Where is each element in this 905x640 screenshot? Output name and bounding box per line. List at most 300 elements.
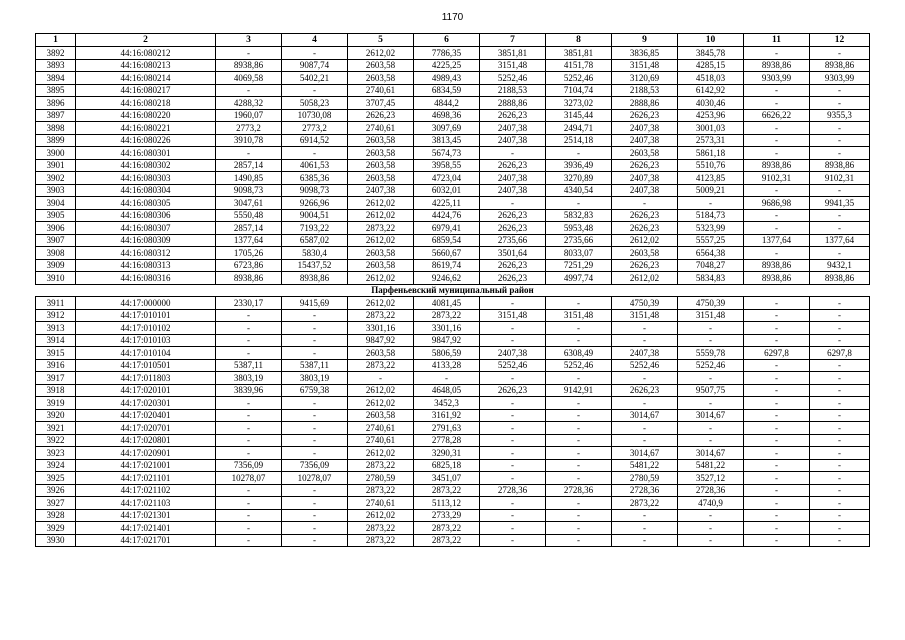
- table-cell: 2733,29: [414, 509, 480, 522]
- column-header: 1: [36, 34, 76, 47]
- table-cell: 3923: [36, 447, 76, 460]
- table-cell: 15437,52: [282, 259, 348, 272]
- table-cell: 2612,02: [348, 397, 414, 410]
- table-cell: 7356,09: [282, 459, 348, 472]
- table-cell: -: [546, 397, 612, 410]
- table-cell: -: [612, 522, 678, 535]
- table-cell: 2330,17: [216, 297, 282, 310]
- table-cell: 3913: [36, 322, 76, 335]
- table-cell: -: [744, 447, 810, 460]
- table-cell: 2728,36: [612, 484, 678, 497]
- table-cell: 44:16:080309: [76, 234, 216, 247]
- table-cell: -: [216, 497, 282, 510]
- column-header: 11: [744, 34, 810, 47]
- table-cell: 6626,22: [744, 109, 810, 122]
- table-cell: -: [546, 409, 612, 422]
- table-cell: 5252,46: [480, 72, 546, 85]
- table-row: [36, 147, 870, 160]
- table-cell: 2873,22: [348, 522, 414, 535]
- table-row: [36, 84, 870, 97]
- table-cell: -: [678, 397, 744, 410]
- table-cell: 6297,8: [744, 347, 810, 360]
- table-cell: 4030,46: [678, 97, 744, 110]
- table-cell: 44:17:020901: [76, 447, 216, 460]
- table-cell: -: [546, 197, 612, 210]
- table-row: [36, 172, 870, 185]
- table-cell: 2873,22: [348, 359, 414, 372]
- table-cell: -: [282, 447, 348, 460]
- table-cell: -: [678, 322, 744, 335]
- table-cell: 2407,38: [612, 172, 678, 185]
- table-cell: -: [744, 222, 810, 235]
- table-cell: 3145,44: [546, 109, 612, 122]
- table-cell: 2780,59: [348, 472, 414, 485]
- table-cell: 7786,35: [414, 47, 480, 60]
- table-cell: 2603,58: [348, 259, 414, 272]
- table-cell: -: [810, 334, 870, 347]
- table-cell: 3918: [36, 384, 76, 397]
- table-cell: 2626,23: [480, 222, 546, 235]
- table-cell: 6723,86: [216, 259, 282, 272]
- table-cell: 5550,48: [216, 209, 282, 222]
- table-cell: -: [810, 409, 870, 422]
- table-cell: 3897: [36, 109, 76, 122]
- table-row: [36, 409, 870, 422]
- table-cell: 5674,73: [414, 147, 480, 160]
- table-cell: 9303,99: [744, 72, 810, 85]
- table-cell: -: [744, 297, 810, 310]
- table-cell: 9102,31: [744, 172, 810, 185]
- table-cell: 3924: [36, 459, 76, 472]
- table-cell: 3527,12: [678, 472, 744, 485]
- table-cell: -: [810, 497, 870, 510]
- table-cell: -: [810, 222, 870, 235]
- table-cell: 2873,22: [414, 522, 480, 535]
- table-cell: -: [810, 122, 870, 135]
- table-cell: 5252,46: [546, 72, 612, 85]
- table-cell: 5559,78: [678, 347, 744, 360]
- table-cell: -: [282, 47, 348, 60]
- table-cell: 7048,27: [678, 259, 744, 272]
- table-cell: 5861,18: [678, 147, 744, 160]
- table-cell: 44:17:010103: [76, 334, 216, 347]
- table-cell: 10278,07: [216, 472, 282, 485]
- table-cell: 3014,67: [678, 447, 744, 460]
- table-cell: 5009,21: [678, 184, 744, 197]
- table-cell: 2873,22: [348, 534, 414, 547]
- table-cell: 8938,86: [810, 159, 870, 172]
- table-cell: -: [810, 84, 870, 97]
- table-cell: -: [744, 47, 810, 60]
- table-cell: -: [546, 472, 612, 485]
- table-cell: 2188,53: [612, 84, 678, 97]
- table-row: [36, 497, 870, 510]
- table-row: [36, 222, 870, 235]
- table-cell: 2773,2: [216, 122, 282, 135]
- table-cell: 44:16:080214: [76, 72, 216, 85]
- page-number: 1170: [441, 12, 464, 23]
- table-cell: 2188,53: [480, 84, 546, 97]
- table-cell: -: [678, 534, 744, 547]
- table-cell: 3920: [36, 409, 76, 422]
- table-cell: 2407,38: [612, 122, 678, 135]
- table-row: [36, 472, 870, 485]
- table-cell: 3290,31: [414, 447, 480, 460]
- table-cell: -: [810, 509, 870, 522]
- table-row: [36, 297, 870, 310]
- table-cell: -: [678, 434, 744, 447]
- table-cell: -: [480, 372, 546, 385]
- table-cell: 2573,31: [678, 134, 744, 147]
- table-cell: -: [810, 322, 870, 335]
- table-cell: -: [744, 534, 810, 547]
- table-cell: 44:16:080303: [76, 172, 216, 185]
- table-row: [36, 384, 870, 397]
- table-cell: 9415,69: [282, 297, 348, 310]
- table-cell: 44:16:080304: [76, 184, 216, 197]
- table-row: [36, 509, 870, 522]
- table-cell: 3909: [36, 259, 76, 272]
- table-cell: -: [282, 397, 348, 410]
- table-cell: -: [810, 47, 870, 60]
- table-row: [36, 322, 870, 335]
- table-cell: 44:16:080301: [76, 147, 216, 160]
- table-cell: 2612,02: [612, 272, 678, 285]
- table-cell: 8619,74: [414, 259, 480, 272]
- table-cell: 2740,61: [348, 497, 414, 510]
- table-cell: -: [480, 147, 546, 160]
- table-cell: 3905: [36, 209, 76, 222]
- table-cell: -: [744, 334, 810, 347]
- table-cell: 44:16:080302: [76, 159, 216, 172]
- table-cell: -: [480, 534, 546, 547]
- table-cell: -: [612, 334, 678, 347]
- table-cell: -: [480, 197, 546, 210]
- table-cell: -: [810, 359, 870, 372]
- column-header: 10: [678, 34, 744, 47]
- table-cell: 6759,38: [282, 384, 348, 397]
- table-cell: 3895: [36, 84, 76, 97]
- section-title: Парфеньевский муниципальный район: [36, 284, 870, 297]
- table-cell: 3301,16: [414, 322, 480, 335]
- table-cell: 6587,02: [282, 234, 348, 247]
- table-cell: 3501,64: [480, 247, 546, 260]
- table-cell: -: [744, 84, 810, 97]
- table-row: [36, 47, 870, 60]
- table-cell: 2626,23: [612, 159, 678, 172]
- table-cell: 2603,58: [348, 134, 414, 147]
- table-cell: 4997,74: [546, 272, 612, 285]
- table-cell: 3273,02: [546, 97, 612, 110]
- table-cell: 3911: [36, 297, 76, 310]
- table-cell: 3936,49: [546, 159, 612, 172]
- table-cell: 2612,02: [348, 509, 414, 522]
- table-cell: 6859,54: [414, 234, 480, 247]
- table-cell: 4081,45: [414, 297, 480, 310]
- table-cell: 2612,02: [348, 209, 414, 222]
- table-cell: -: [282, 347, 348, 360]
- table-row: [36, 72, 870, 85]
- table-cell: 2612,02: [348, 272, 414, 285]
- table-row: [36, 272, 870, 285]
- table-row: [36, 434, 870, 447]
- table-cell: 44:17:021001: [76, 459, 216, 472]
- column-header: 3: [216, 34, 282, 47]
- table-cell: 9303,99: [810, 72, 870, 85]
- table-cell: 44:17:020701: [76, 422, 216, 435]
- table-cell: 3451,07: [414, 472, 480, 485]
- table-cell: -: [744, 134, 810, 147]
- table-row: [36, 309, 870, 322]
- table-cell: -: [546, 509, 612, 522]
- table-cell: -: [612, 434, 678, 447]
- table-cell: -: [282, 509, 348, 522]
- table-header-row: [36, 34, 870, 47]
- table-cell: 9686,98: [744, 197, 810, 210]
- table-cell: 4844,2: [414, 97, 480, 110]
- table-cell: 44:16:080307: [76, 222, 216, 235]
- table-cell: 44:16:080305: [76, 197, 216, 210]
- table-cell: 9246,62: [414, 272, 480, 285]
- table-cell: -: [546, 322, 612, 335]
- table-cell: 9142,91: [546, 384, 612, 397]
- table-cell: 3921: [36, 422, 76, 435]
- table-cell: 6297,8: [810, 347, 870, 360]
- table-cell: 44:17:021102: [76, 484, 216, 497]
- table-cell: 44:17:021701: [76, 534, 216, 547]
- table-cell: 2735,66: [546, 234, 612, 247]
- table-cell: 3014,67: [678, 409, 744, 422]
- table-cell: 44:17:011803: [76, 372, 216, 385]
- table-cell: -: [744, 322, 810, 335]
- table-cell: -: [810, 397, 870, 410]
- table-cell: -: [282, 147, 348, 160]
- table-cell: 2626,23: [348, 109, 414, 122]
- table-cell: -: [480, 334, 546, 347]
- table-cell: 5834,83: [678, 272, 744, 285]
- table-row: [36, 197, 870, 210]
- table-cell: 3803,19: [282, 372, 348, 385]
- table-cell: -: [744, 459, 810, 472]
- table-cell: 2612,02: [348, 234, 414, 247]
- table-cell: 3014,67: [612, 447, 678, 460]
- table-cell: 44:16:080212: [76, 47, 216, 60]
- table-cell: -: [744, 409, 810, 422]
- table-cell: -: [282, 309, 348, 322]
- table-cell: 5481,22: [678, 459, 744, 472]
- table-cell: -: [678, 334, 744, 347]
- table-cell: 7104,74: [546, 84, 612, 97]
- table-cell: 2494,71: [546, 122, 612, 135]
- table-cell: 4225,11: [414, 197, 480, 210]
- table-cell: -: [546, 459, 612, 472]
- table-cell: 9098,73: [216, 184, 282, 197]
- table-cell: 2773,2: [282, 122, 348, 135]
- table-cell: -: [216, 409, 282, 422]
- table-cell: -: [810, 134, 870, 147]
- table-cell: 3151,48: [612, 309, 678, 322]
- table-row: [36, 209, 870, 222]
- table-cell: 3925: [36, 472, 76, 485]
- table-cell: -: [216, 47, 282, 60]
- table-cell: 6834,59: [414, 84, 480, 97]
- table-cell: -: [744, 97, 810, 110]
- table-cell: 44:17:021301: [76, 509, 216, 522]
- column-header: 8: [546, 34, 612, 47]
- table-cell: 2514,18: [546, 134, 612, 147]
- table-cell: -: [480, 397, 546, 410]
- table-cell: 44:17:010104: [76, 347, 216, 360]
- table-cell: -: [216, 534, 282, 547]
- table-cell: 2740,61: [348, 122, 414, 135]
- table-cell: 2728,36: [546, 484, 612, 497]
- table-cell: 2407,38: [612, 134, 678, 147]
- table-cell: 4750,39: [678, 297, 744, 310]
- table-row: [36, 459, 870, 472]
- table-cell: 2407,38: [348, 184, 414, 197]
- table-cell: 3707,45: [348, 97, 414, 110]
- table-cell: 2603,58: [348, 172, 414, 185]
- table-cell: 2603,58: [348, 247, 414, 260]
- table-cell: -: [810, 434, 870, 447]
- table-cell: 4648,05: [414, 384, 480, 397]
- table-cell: 3929: [36, 522, 76, 535]
- table-cell: 8938,86: [810, 272, 870, 285]
- table-cell: 2778,28: [414, 434, 480, 447]
- table-cell: 6914,52: [282, 134, 348, 147]
- table-cell: 44:16:080220: [76, 109, 216, 122]
- table-cell: 2603,58: [612, 147, 678, 160]
- table-cell: 5184,73: [678, 209, 744, 222]
- table-cell: 44:16:080213: [76, 59, 216, 72]
- table-row: [36, 59, 870, 72]
- table-cell: 3928: [36, 509, 76, 522]
- table-cell: 3120,69: [612, 72, 678, 85]
- table-cell: -: [282, 534, 348, 547]
- table-cell: -: [480, 422, 546, 435]
- table-cell: 2407,38: [480, 122, 546, 135]
- table-cell: -: [612, 509, 678, 522]
- table-cell: -: [810, 384, 870, 397]
- table-cell: -: [546, 447, 612, 460]
- table-cell: 4069,58: [216, 72, 282, 85]
- table-row: [36, 534, 870, 547]
- table-cell: 2407,38: [480, 347, 546, 360]
- table-cell: 5481,22: [612, 459, 678, 472]
- table-cell: -: [216, 397, 282, 410]
- table-cell: 9507,75: [678, 384, 744, 397]
- table-cell: 8938,86: [744, 259, 810, 272]
- table-row: [36, 184, 870, 197]
- table-cell: -: [216, 347, 282, 360]
- table-cell: 3151,48: [480, 59, 546, 72]
- table-cell: -: [744, 434, 810, 447]
- table-cell: 7356,09: [216, 459, 282, 472]
- table-cell: 3151,48: [678, 309, 744, 322]
- table-cell: -: [216, 522, 282, 535]
- table-cell: 2603,58: [348, 159, 414, 172]
- table-cell: -: [612, 197, 678, 210]
- table-cell: -: [744, 372, 810, 385]
- table-cell: 4340,54: [546, 184, 612, 197]
- column-header: 9: [612, 34, 678, 47]
- table-cell: 6385,36: [282, 172, 348, 185]
- table-cell: 2873,22: [414, 484, 480, 497]
- table-cell: -: [744, 309, 810, 322]
- table-cell: 1377,64: [744, 234, 810, 247]
- table-cell: -: [678, 422, 744, 435]
- table-cell: -: [216, 147, 282, 160]
- table-cell: -: [744, 472, 810, 485]
- table-cell: -: [480, 434, 546, 447]
- table-cell: 3851,81: [546, 47, 612, 60]
- table-cell: 4518,03: [678, 72, 744, 85]
- table-cell: -: [810, 97, 870, 110]
- table-cell: 3452,3: [414, 397, 480, 410]
- column-header: 7: [480, 34, 546, 47]
- table-cell: 4061,53: [282, 159, 348, 172]
- table-cell: -: [282, 84, 348, 97]
- table-cell: -: [282, 497, 348, 510]
- table-cell: 6032,01: [414, 184, 480, 197]
- table-cell: 2626,23: [480, 272, 546, 285]
- table-cell: -: [744, 209, 810, 222]
- table-cell: 2626,23: [612, 209, 678, 222]
- column-header: 5: [348, 34, 414, 47]
- table-cell: -: [612, 322, 678, 335]
- table-cell: 3892: [36, 47, 76, 60]
- table-cell: -: [810, 534, 870, 547]
- table-row: [36, 347, 870, 360]
- table-cell: 2626,23: [480, 384, 546, 397]
- column-header: 2: [76, 34, 216, 47]
- table-row: [36, 247, 870, 260]
- table-cell: 3161,92: [414, 409, 480, 422]
- table-cell: 2626,23: [480, 209, 546, 222]
- table-row: [36, 122, 870, 135]
- table-cell: -: [678, 509, 744, 522]
- table-cell: 2857,14: [216, 159, 282, 172]
- table-cell: -: [546, 297, 612, 310]
- table-cell: -: [480, 447, 546, 460]
- table-cell: -: [744, 184, 810, 197]
- table-cell: 2626,23: [480, 159, 546, 172]
- table-cell: 5830,4: [282, 247, 348, 260]
- table-cell: 44:16:080226: [76, 134, 216, 147]
- table-cell: 4989,43: [414, 72, 480, 85]
- table-cell: 2626,23: [480, 109, 546, 122]
- table-cell: 6825,18: [414, 459, 480, 472]
- table-cell: -: [546, 497, 612, 510]
- table-row: [36, 134, 870, 147]
- table-cell: 6564,38: [678, 247, 744, 260]
- table-cell: -: [480, 322, 546, 335]
- table-cell: 7251,29: [546, 259, 612, 272]
- table-cell: 3893: [36, 59, 76, 72]
- table-cell: 5252,46: [612, 359, 678, 372]
- table-cell: 3813,45: [414, 134, 480, 147]
- table-cell: 4123,85: [678, 172, 744, 185]
- table-cell: 2873,22: [414, 309, 480, 322]
- table-cell: 3915: [36, 347, 76, 360]
- table-cell: -: [744, 397, 810, 410]
- table-cell: 2740,61: [348, 422, 414, 435]
- table-cell: 5058,23: [282, 97, 348, 110]
- table-cell: -: [810, 422, 870, 435]
- table-cell: 3958,55: [414, 159, 480, 172]
- table-cell: -: [810, 297, 870, 310]
- table-cell: 44:17:000000: [76, 297, 216, 310]
